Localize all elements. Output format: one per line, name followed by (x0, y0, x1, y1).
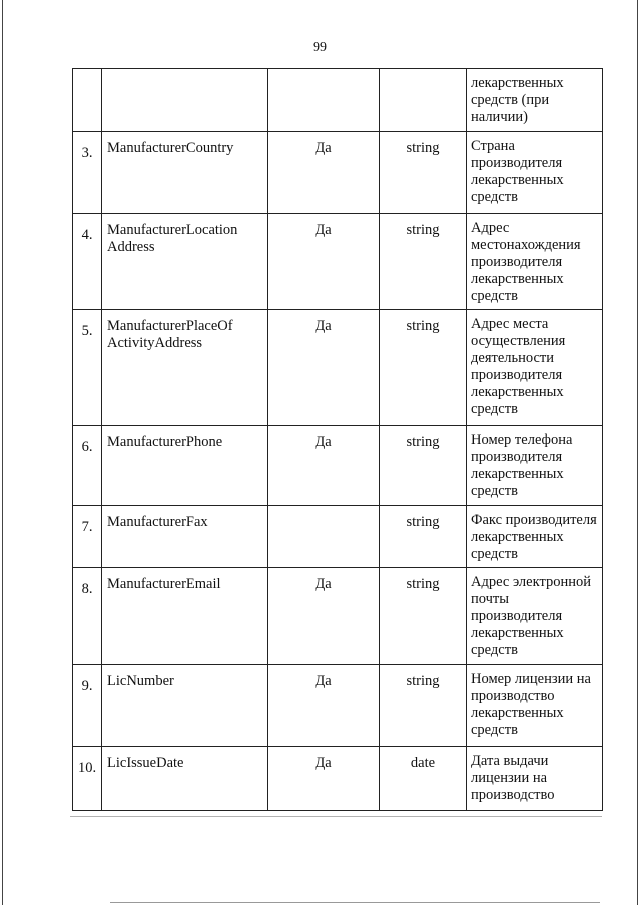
field-required: Да (268, 310, 380, 426)
row-number: 10. (73, 747, 102, 811)
field-description: Факс производителя лекарственных средств (467, 506, 603, 568)
field-type (380, 69, 467, 132)
row-number: 8. (73, 568, 102, 665)
field-name: LicNumber (102, 665, 268, 747)
field-required: Да (268, 426, 380, 506)
field-required: Да (268, 747, 380, 811)
field-required (268, 506, 380, 568)
field-spec-table (72, 68, 603, 811)
field-required: Да (268, 665, 380, 747)
table-row (73, 132, 603, 214)
field-name: ManufacturerPlaceOf ActivityAddress (102, 310, 268, 426)
table-row (73, 69, 603, 132)
field-type: string (380, 132, 467, 214)
field-description: Адрес местонахождения производителя лекарственных средств (467, 214, 603, 310)
field-required: Да (268, 132, 380, 214)
field-required (268, 69, 380, 132)
field-type: string (380, 665, 467, 747)
field-type: string (380, 426, 467, 506)
table-row (73, 426, 603, 506)
field-type: string (380, 506, 467, 568)
row-number (73, 69, 102, 132)
field-description: Номер лицензии на производство лекарственных средств (467, 665, 603, 747)
field-description: Адрес электронной почты производителя лекарственных средств (467, 568, 603, 665)
field-name: ManufacturerPhone (102, 426, 268, 506)
scan-footer-rule (110, 902, 600, 903)
scan-rule (70, 816, 602, 817)
table-row (73, 506, 603, 568)
field-type: string (380, 568, 467, 665)
row-number: 6. (73, 426, 102, 506)
field-type: string (380, 214, 467, 310)
row-number: 3. (73, 132, 102, 214)
field-name: ManufacturerLocation Address (102, 214, 268, 310)
field-type: date (380, 747, 467, 811)
field-required: Да (268, 568, 380, 665)
field-name (102, 69, 268, 132)
field-name: ManufacturerEmail (102, 568, 268, 665)
field-description: Дата выдачи лицензии на производство (467, 747, 603, 811)
field-name: ManufacturerFax (102, 506, 268, 568)
table-row (73, 214, 603, 310)
field-description: Адрес места осуществления деятельности производителя лекарственных средств (467, 310, 603, 426)
table-row (73, 665, 603, 747)
field-description: лекарственных средств (при наличии) (467, 69, 603, 132)
field-description: Страна производителя лекарственных средств (467, 132, 603, 214)
field-type: string (380, 310, 467, 426)
field-name: ManufacturerCountry (102, 132, 268, 214)
row-number: 4. (73, 214, 102, 310)
field-required: Да (268, 214, 380, 310)
row-number: 7. (73, 506, 102, 568)
scan-left-edge (2, 0, 3, 905)
field-name: LicIssueDate (102, 747, 268, 811)
table-row (73, 747, 603, 811)
page-number: 99 (313, 40, 327, 55)
field-description: Номер телефона производителя лекарственных средств (467, 426, 603, 506)
scan-right-edge (637, 0, 638, 905)
table-row (73, 568, 603, 665)
table-row (73, 310, 603, 426)
row-number: 5. (73, 310, 102, 426)
row-number: 9. (73, 665, 102, 747)
